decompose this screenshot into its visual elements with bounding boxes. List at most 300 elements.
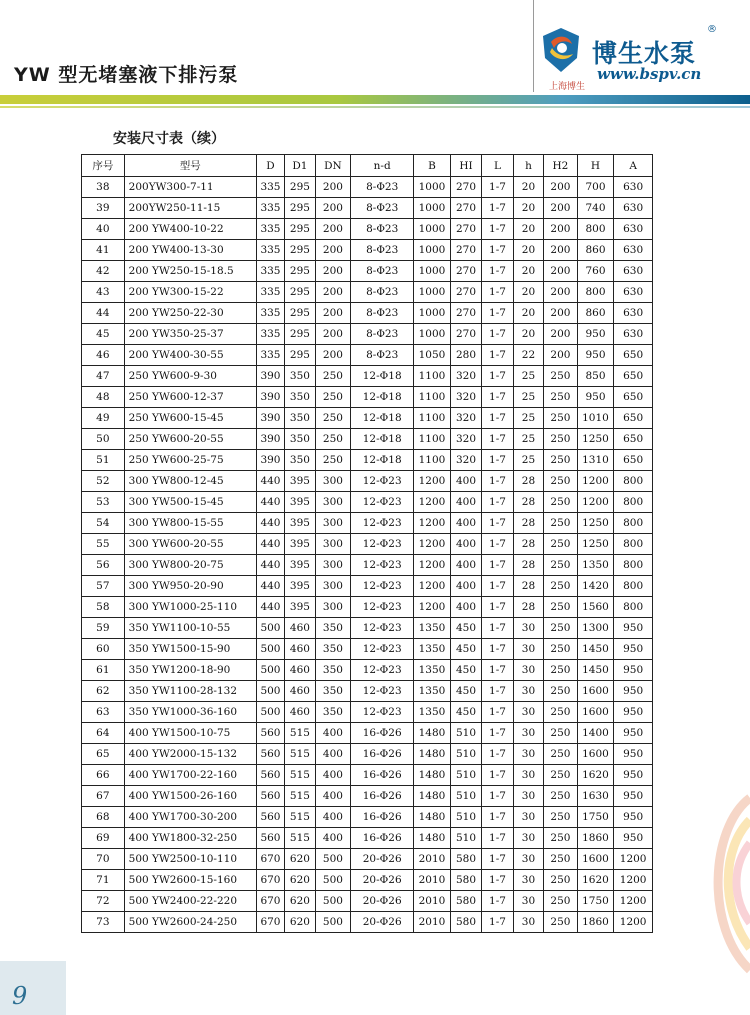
table-cell: 630	[614, 303, 653, 324]
table-cell: 20	[513, 303, 543, 324]
table-cell: 500	[315, 891, 351, 912]
table-cell: 1-7	[482, 429, 513, 450]
table-cell: 57	[82, 576, 125, 597]
table-cell: 20	[513, 261, 543, 282]
table-cell: 1350	[414, 618, 451, 639]
table-cell: 580	[450, 912, 481, 933]
table-cell: 580	[450, 849, 481, 870]
table-cell: 2010	[414, 870, 451, 891]
table-cell: 250	[544, 618, 578, 639]
table-cell: 30	[513, 744, 543, 765]
table-cell: 250	[544, 891, 578, 912]
table-cell: 8-Φ23	[351, 324, 414, 345]
table-cell: 1200	[414, 513, 451, 534]
table-cell: 30	[513, 702, 543, 723]
table-cell: 320	[450, 408, 481, 429]
table-cell: 1000	[414, 177, 451, 198]
table-row	[82, 618, 653, 639]
table-cell: 25	[513, 408, 543, 429]
model-cell: 350 YW1100-28-132	[124, 681, 256, 702]
table-cell: 41	[82, 240, 125, 261]
table-cell: 580	[450, 870, 481, 891]
table-cell: 450	[450, 618, 481, 639]
brand-subtitle: 上海博生	[549, 82, 586, 92]
table-cell: 30	[513, 639, 543, 660]
table-cell: 510	[450, 828, 481, 849]
table-cell: 800	[577, 282, 614, 303]
table-cell: 200	[544, 282, 578, 303]
table-cell: 515	[285, 744, 315, 765]
table-title: 安装尺寸表（续）	[113, 131, 225, 147]
table-cell: 16-Φ26	[351, 765, 414, 786]
table-cell: 200	[315, 219, 351, 240]
table-cell: 1400	[577, 723, 614, 744]
table-cell: 510	[450, 786, 481, 807]
table-cell: 295	[285, 303, 315, 324]
table-cell: 43	[82, 282, 125, 303]
model-cell: 250 YW600-25-75	[124, 450, 256, 471]
table-cell: 200	[544, 324, 578, 345]
table-cell: 250	[544, 702, 578, 723]
table-cell: 460	[285, 660, 315, 681]
table-cell: 250	[544, 492, 578, 513]
table-cell: 335	[256, 177, 284, 198]
table-cell: 63	[82, 702, 125, 723]
table-cell: 20	[513, 282, 543, 303]
table-cell: 335	[256, 282, 284, 303]
table-cell: 1050	[414, 345, 451, 366]
table-cell: 200	[544, 219, 578, 240]
table-cell: 950	[614, 786, 653, 807]
table-cell: 270	[450, 324, 481, 345]
model-cell: 500 YW2400-22-220	[124, 891, 256, 912]
table-cell: 1200	[614, 870, 653, 891]
table-cell: 630	[614, 219, 653, 240]
table-cell: 390	[256, 366, 284, 387]
table-cell: 350	[315, 618, 351, 639]
table-row	[82, 240, 653, 261]
model-cell: 200 YW250-15-18.5	[124, 261, 256, 282]
table-cell: 49	[82, 408, 125, 429]
model-cell: 350 YW1100-10-55	[124, 618, 256, 639]
table-cell: 1-7	[482, 408, 513, 429]
table-cell: 16-Φ26	[351, 828, 414, 849]
column-header: HI	[450, 155, 481, 177]
table-cell: 250	[544, 870, 578, 891]
model-cell: 300 YW800-12-45	[124, 471, 256, 492]
table-cell: 1600	[577, 681, 614, 702]
model-cell: 200 YW350-25-37	[124, 324, 256, 345]
table-cell: 395	[285, 597, 315, 618]
table-cell: 2010	[414, 891, 451, 912]
table-cell: 1620	[577, 765, 614, 786]
table-cell: 16-Φ26	[351, 786, 414, 807]
table-cell: 250	[544, 429, 578, 450]
table-row	[82, 387, 653, 408]
table-cell: 16-Φ26	[351, 723, 414, 744]
column-header: D	[256, 155, 284, 177]
model-cell: 300 YW1000-25-110	[124, 597, 256, 618]
table-cell: 200	[544, 303, 578, 324]
table-row	[82, 660, 653, 681]
table-cell: 500	[256, 618, 284, 639]
table-cell: 20	[513, 177, 543, 198]
table-cell: 270	[450, 177, 481, 198]
table-cell: 1-7	[482, 723, 513, 744]
table-cell: 250	[315, 450, 351, 471]
table-cell: 1-7	[482, 828, 513, 849]
table-cell: 1750	[577, 807, 614, 828]
table-cell: 28	[513, 534, 543, 555]
table-cell: 250	[544, 450, 578, 471]
table-cell: 800	[614, 513, 653, 534]
table-cell: 12-Φ23	[351, 471, 414, 492]
table-cell: 1100	[414, 366, 451, 387]
table-cell: 200	[544, 345, 578, 366]
table-cell: 1-7	[482, 744, 513, 765]
model-cell: 250 YW600-20-55	[124, 429, 256, 450]
model-cell: 200YW300-7-11	[124, 177, 256, 198]
table-cell: 450	[450, 702, 481, 723]
table-cell: 200	[315, 240, 351, 261]
table-cell: 515	[285, 723, 315, 744]
table-cell: 200	[315, 303, 351, 324]
table-cell: 200	[315, 324, 351, 345]
table-cell: 1-7	[482, 387, 513, 408]
table-cell: 630	[614, 198, 653, 219]
table-cell: 1-7	[482, 555, 513, 576]
table-cell: 515	[285, 828, 315, 849]
table-cell: 8-Φ23	[351, 219, 414, 240]
table-cell: 400	[450, 555, 481, 576]
header-divider	[533, 0, 534, 92]
table-cell: 650	[614, 429, 653, 450]
table-cell: 700	[577, 177, 614, 198]
table-cell: 250	[544, 555, 578, 576]
installation-dimension-table	[81, 154, 653, 933]
table-cell: 64	[82, 723, 125, 744]
table-cell: 950	[614, 807, 653, 828]
table-cell: 250	[544, 912, 578, 933]
table-cell: 850	[577, 366, 614, 387]
table-cell: 860	[577, 240, 614, 261]
table-cell: 300	[315, 576, 351, 597]
table-cell: 12-Φ23	[351, 660, 414, 681]
table-cell: 1-7	[482, 492, 513, 513]
table-cell: 1-7	[482, 849, 513, 870]
table-cell: 400	[315, 765, 351, 786]
table-cell: 25	[513, 366, 543, 387]
table-cell: 50	[82, 429, 125, 450]
table-cell: 800	[614, 534, 653, 555]
table-cell: 630	[614, 240, 653, 261]
table-cell: 350	[285, 366, 315, 387]
table-cell: 630	[614, 177, 653, 198]
table-cell: 620	[285, 870, 315, 891]
table-cell: 59	[82, 618, 125, 639]
table-cell: 440	[256, 513, 284, 534]
table-row	[82, 870, 653, 891]
table-cell: 8-Φ23	[351, 198, 414, 219]
table-cell: 500	[315, 870, 351, 891]
table-cell: 300	[315, 471, 351, 492]
table-cell: 1480	[414, 807, 451, 828]
table-cell: 350	[315, 702, 351, 723]
table-cell: 350	[285, 408, 315, 429]
table-cell: 560	[256, 807, 284, 828]
table-cell: 250	[544, 807, 578, 828]
table-cell: 1300	[577, 618, 614, 639]
table-cell: 395	[285, 492, 315, 513]
table-row	[82, 534, 653, 555]
table-cell: 73	[82, 912, 125, 933]
table-cell: 450	[450, 660, 481, 681]
table-cell: 250	[544, 408, 578, 429]
table-cell: 390	[256, 408, 284, 429]
table-cell: 390	[256, 450, 284, 471]
table-cell: 460	[285, 639, 315, 660]
table-cell: 30	[513, 849, 543, 870]
table-cell: 47	[82, 366, 125, 387]
table-row	[82, 786, 653, 807]
model-cell: 250 YW600-15-45	[124, 408, 256, 429]
table-row	[82, 282, 653, 303]
table-cell: 1-7	[482, 576, 513, 597]
table-cell: 400	[315, 828, 351, 849]
table-cell: 395	[285, 471, 315, 492]
table-cell: 1200	[577, 492, 614, 513]
table-cell: 20	[513, 324, 543, 345]
table-cell: 12-Φ23	[351, 576, 414, 597]
table-cell: 1200	[414, 471, 451, 492]
table-row	[82, 303, 653, 324]
table-cell: 72	[82, 891, 125, 912]
table-cell: 560	[256, 786, 284, 807]
table-cell: 1-7	[482, 807, 513, 828]
header-rule	[0, 106, 750, 108]
table-cell: 12-Φ23	[351, 555, 414, 576]
table-cell: 1-7	[482, 597, 513, 618]
column-header: DN	[315, 155, 351, 177]
table-cell: 295	[285, 324, 315, 345]
table-cell: 25	[513, 450, 543, 471]
table-cell: 440	[256, 471, 284, 492]
table-cell: 670	[256, 912, 284, 933]
table-cell: 500	[256, 702, 284, 723]
table-cell: 1450	[577, 660, 614, 681]
table-cell: 1200	[414, 492, 451, 513]
table-cell: 1000	[414, 219, 451, 240]
table-cell: 200	[315, 198, 351, 219]
table-cell: 71	[82, 870, 125, 891]
table-cell: 400	[315, 807, 351, 828]
table-cell: 58	[82, 597, 125, 618]
table-cell: 2010	[414, 849, 451, 870]
table-cell: 500	[315, 912, 351, 933]
model-cell: 300 YW600-20-55	[124, 534, 256, 555]
table-cell: 395	[285, 513, 315, 534]
table-cell: 20-Φ26	[351, 849, 414, 870]
table-row	[82, 324, 653, 345]
table-cell: 1420	[577, 576, 614, 597]
table-row	[82, 723, 653, 744]
website-url: www.bspv.cn	[597, 65, 702, 83]
table-cell: 250	[544, 534, 578, 555]
brand-logo-icon	[541, 26, 581, 76]
table-cell: 300	[315, 534, 351, 555]
table-cell: 1200	[414, 534, 451, 555]
table-cell: 30	[513, 891, 543, 912]
table-cell: 67	[82, 786, 125, 807]
table-cell: 1-7	[482, 702, 513, 723]
table-cell: 1-7	[482, 198, 513, 219]
table-cell: 52	[82, 471, 125, 492]
model-cell: 250 YW600-9-30	[124, 366, 256, 387]
table-cell: 68	[82, 807, 125, 828]
table-cell: 1-7	[482, 261, 513, 282]
table-cell: 300	[315, 492, 351, 513]
table-cell: 1480	[414, 744, 451, 765]
table-cell: 650	[614, 408, 653, 429]
table-cell: 200	[544, 198, 578, 219]
table-cell: 270	[450, 219, 481, 240]
table-cell: 12-Φ23	[351, 639, 414, 660]
table-cell: 42	[82, 261, 125, 282]
table-cell: 560	[256, 744, 284, 765]
table-cell: 62	[82, 681, 125, 702]
table-cell: 20	[513, 219, 543, 240]
table-cell: 800	[614, 576, 653, 597]
table-cell: 48	[82, 387, 125, 408]
table-row	[82, 177, 653, 198]
table-cell: 350	[315, 681, 351, 702]
table-cell: 1200	[577, 471, 614, 492]
table-cell: 20-Φ26	[351, 891, 414, 912]
table-cell: 30	[513, 618, 543, 639]
table-cell: 1480	[414, 765, 451, 786]
table-cell: 30	[513, 765, 543, 786]
table-cell: 670	[256, 891, 284, 912]
table-cell: 350	[285, 429, 315, 450]
table-cell: 200	[544, 177, 578, 198]
table-cell: 250	[544, 744, 578, 765]
table-cell: 1-7	[482, 639, 513, 660]
table-cell: 250	[544, 576, 578, 597]
table-cell: 950	[614, 765, 653, 786]
table-cell: 1-7	[482, 303, 513, 324]
table-cell: 295	[285, 177, 315, 198]
table-row	[82, 912, 653, 933]
table-cell: 200	[544, 261, 578, 282]
table-cell: 1-7	[482, 324, 513, 345]
table-cell: 44	[82, 303, 125, 324]
table-cell: 30	[513, 786, 543, 807]
table-cell: 1000	[414, 240, 451, 261]
table-cell: 16-Φ26	[351, 807, 414, 828]
table-cell: 51	[82, 450, 125, 471]
table-cell: 500	[256, 681, 284, 702]
model-cell: 300 YW950-20-90	[124, 576, 256, 597]
table-cell: 20	[513, 240, 543, 261]
table-cell: 61	[82, 660, 125, 681]
table-cell: 395	[285, 555, 315, 576]
table-cell: 1-7	[482, 219, 513, 240]
table-cell: 250	[544, 723, 578, 744]
table-cell: 8-Φ23	[351, 177, 414, 198]
column-header: H	[577, 155, 614, 177]
table-cell: 1-7	[482, 450, 513, 471]
model-cell: 400 YW1500-10-75	[124, 723, 256, 744]
table-cell: 440	[256, 576, 284, 597]
table-cell: 1480	[414, 723, 451, 744]
table-cell: 320	[450, 387, 481, 408]
table-cell: 200	[315, 261, 351, 282]
table-cell: 620	[285, 891, 315, 912]
table-cell: 500	[256, 639, 284, 660]
model-cell: 350 YW1200-18-90	[124, 660, 256, 681]
model-cell: 200 YW400-10-22	[124, 219, 256, 240]
table-row	[82, 513, 653, 534]
table-row	[82, 219, 653, 240]
table-row	[82, 828, 653, 849]
table-cell: 320	[450, 429, 481, 450]
table-cell: 30	[513, 870, 543, 891]
table-cell: 950	[614, 744, 653, 765]
table-row	[82, 639, 653, 660]
table-cell: 500	[256, 660, 284, 681]
decorative-arcs	[680, 788, 750, 978]
table-cell: 1600	[577, 702, 614, 723]
table-cell: 1-7	[482, 534, 513, 555]
table-cell: 270	[450, 282, 481, 303]
table-cell: 1200	[614, 912, 653, 933]
table-cell: 280	[450, 345, 481, 366]
table-cell: 400	[315, 786, 351, 807]
table-cell: 70	[82, 849, 125, 870]
model-cell: 400 YW2000-15-132	[124, 744, 256, 765]
table-cell: 20	[513, 198, 543, 219]
table-cell: 620	[285, 849, 315, 870]
table-cell: 440	[256, 597, 284, 618]
table-cell: 460	[285, 702, 315, 723]
table-cell: 1000	[414, 303, 451, 324]
table-cell: 560	[256, 723, 284, 744]
table-cell: 22	[513, 345, 543, 366]
model-cell: 300 YW500-15-45	[124, 492, 256, 513]
table-cell: 1480	[414, 828, 451, 849]
table-cell: 300	[315, 597, 351, 618]
table-cell: 1310	[577, 450, 614, 471]
model-cell: 400 YW1700-30-200	[124, 807, 256, 828]
table-row	[82, 576, 653, 597]
table-cell: 1-7	[482, 786, 513, 807]
table-cell: 350	[315, 639, 351, 660]
table-row	[82, 849, 653, 870]
table-cell: 270	[450, 261, 481, 282]
table-cell: 350	[315, 660, 351, 681]
table-cell: 30	[513, 660, 543, 681]
table-cell: 200	[315, 177, 351, 198]
registered-mark: ®	[707, 24, 717, 35]
table-cell: 670	[256, 870, 284, 891]
header-gradient-bar	[0, 95, 750, 104]
table-row	[82, 408, 653, 429]
model-cell: 400 YW1700-22-160	[124, 765, 256, 786]
table-cell: 390	[256, 429, 284, 450]
table-cell: 335	[256, 219, 284, 240]
table-cell: 250	[544, 639, 578, 660]
table-cell: 12-Φ18	[351, 366, 414, 387]
